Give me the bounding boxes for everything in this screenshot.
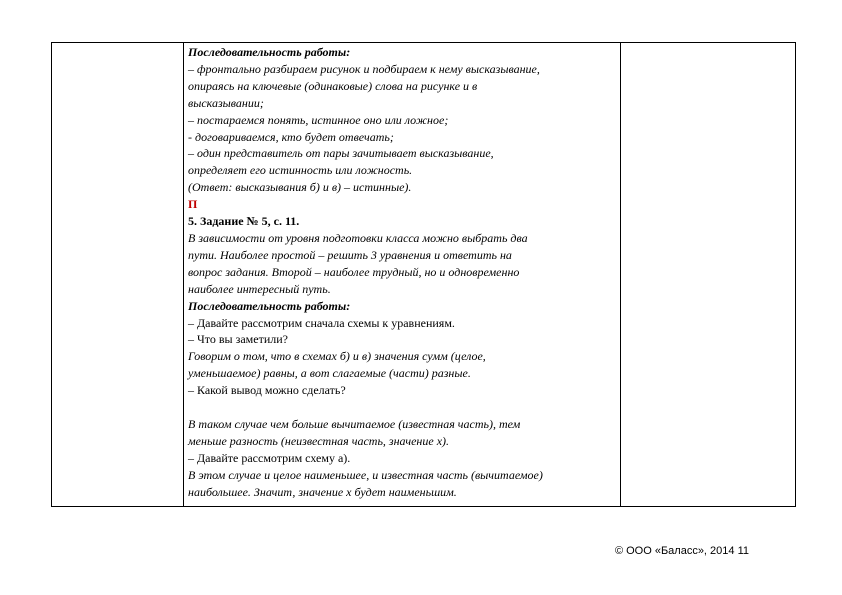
content-line: (Ответ: высказывания б) и в) – истинные). (188, 180, 412, 195)
content-line: уменьшаемое) равны, а вот слагаемые (части) разные. (188, 366, 471, 381)
lesson-table (51, 42, 796, 507)
content-line: В зависимости от уровня подготовки класса можно выбрать два (188, 230, 528, 245)
content-line: наиболее интересный путь. (188, 281, 331, 296)
content-line: высказывании; (188, 95, 264, 110)
content-line: 5. Задание № 5, с. 11. (188, 214, 300, 229)
table-row (52, 43, 796, 507)
content-line: опираясь на ключевые (одинаковые) слова на рисунке и в (188, 78, 478, 93)
content-line: – фронтально разбираем рисунок и подбираем к нему высказывание, (188, 61, 540, 76)
content-cell (184, 43, 621, 507)
content-line: наибольшее. Значит, значение x будет наименьшим. (188, 484, 457, 499)
content-line: - договариваемся, кто будет отвечать; (188, 129, 394, 144)
content-line (188, 399, 616, 416)
content-line: Говорим о том, что в схемах б) и в) значения сумм (целое, (188, 349, 486, 364)
lesson-content (184, 43, 620, 500)
content-line: определяет его истинность или ложность. (188, 163, 413, 178)
content-line: – Что вы заметили? (188, 332, 289, 347)
content-line: П (188, 197, 198, 212)
right-column-cell (621, 43, 796, 507)
page-footer: © ООО «Баласс», 2014 11 (614, 545, 749, 557)
content-line: Последовательность работы: (188, 45, 351, 59)
content-line: В таком случае чем больше вычитаемое (известная часть), тем (188, 416, 521, 431)
left-column-cell (52, 43, 184, 507)
content-line: Последовательность работы: (188, 298, 351, 313)
content-line: – Какой вывод можно сделать? (188, 383, 346, 398)
content-line: – постараемся понять, истинное оно или ложное; (188, 112, 449, 127)
content-line: меньше разность (неизвестная часть, значение x). (188, 433, 450, 448)
content-line: вопрос задания. Второй – наиболее трудный, но и одновременно (188, 264, 520, 279)
content-line: – один представитель от пары зачитывает высказывание, (188, 146, 494, 161)
content-line: В этом случае и целое наименьшее, и известная часть (вычитаемое) (188, 467, 543, 482)
content-line: – Давайте рассмотрим сначала схемы к уравнениям. (188, 315, 455, 330)
content-line: пути. Наиболее простой – решить 3 уравнения и ответить на (188, 247, 512, 262)
content-line: – Давайте рассмотрим схему а). (188, 450, 351, 465)
